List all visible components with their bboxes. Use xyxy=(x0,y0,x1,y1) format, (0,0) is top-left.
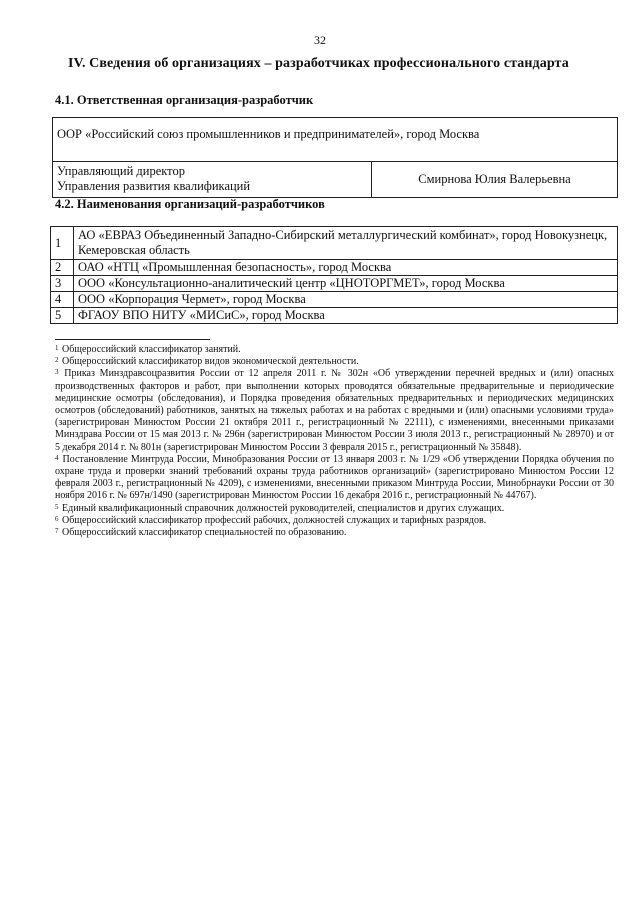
developer-name: ООО «Консультационно-аналитический центр «ЦНОТОРГМЕТ», город Москва xyxy=(74,276,618,292)
developer-number: 3 xyxy=(51,276,74,292)
responsible-signatory-row xyxy=(53,162,618,198)
footnote-marker: 5 xyxy=(55,502,59,511)
footnote-text: Общероссийский классификатор занятий. xyxy=(62,344,241,355)
footnote-text: Общероссийский классификатор видов экономической деятельности. xyxy=(62,356,359,368)
developer-number: 1 xyxy=(51,227,74,260)
footnote-marker: 2 xyxy=(55,356,59,365)
responsible-organization: ООР «Российский союз промышленников и предпринимателей», город Москва xyxy=(53,118,618,162)
footnote xyxy=(55,344,614,356)
footnote-marker: 6 xyxy=(55,514,59,523)
footnote-marker: 4 xyxy=(55,453,59,462)
position-line-2: Управления развития квалификаций xyxy=(57,179,251,193)
footnote-text: Общероссийский классификатор профессий рабочих, должностей служащих и тарифных разрядов. xyxy=(62,514,487,526)
developers-table xyxy=(50,226,618,324)
footnote-text: Приказ Минздравсоцразвития России от 12 апреля 2011 г. № 302н «Об утверждении перечней вредных и (или) опасных производственных факторов и работ, при выполнении которых проводятся обязательные предварительные и периодические медицинские осмотры (обследования), и Порядка проведения обязательных предварительных и периодических медицинских осмотров (обследований) работников, занятых на тяжелых работах и на работах с вредными и (или) опасными условиями труда» (зарегистрирован Минюстом России 21 октября 2011 г., регистрационный № 22111), с изменениями, внесенными приказами Минздрава России от 15 мая 2013 г. № 296н (зарегистрирован Минюстом России 3 июля 2013 г., регистрационный № 28970) и от 5 декабря 2014 г. № 801н (зарегистрирован Минюстом России 3 февраля 2015 г., регистрационный № 35848). xyxy=(55,368,615,453)
developer-row xyxy=(51,227,618,260)
developer-number: 2 xyxy=(51,260,74,276)
developer-name: ООО «Корпорация Чермет», город Москва xyxy=(74,292,618,308)
position-line-1: Управляющий директор xyxy=(57,164,185,178)
developer-name: АО «ЕВРАЗ Объединенный Западно-Сибирский металлургический комбинат», город Новокузнецк, Кемеровская область xyxy=(74,227,618,260)
developer-name: ОАО «НТЦ «Промышленная безопасность», город Москва xyxy=(74,260,618,276)
footnote-text: Единый квалификационный справочник должностей руководителей, специалистов и других служащих. xyxy=(62,502,505,514)
developer-number: 5 xyxy=(51,308,74,324)
developer-row xyxy=(51,292,618,308)
section-title: IV. Сведения об организациях – разработчиках профессионального стандарта xyxy=(68,56,569,71)
developer-row xyxy=(51,308,618,324)
footnote xyxy=(55,454,614,503)
developer-row xyxy=(51,276,618,292)
footnote xyxy=(55,527,614,539)
footnote xyxy=(55,515,614,527)
developer-number: 4 xyxy=(51,292,74,308)
responsible-position xyxy=(53,162,372,198)
footnote-separator xyxy=(55,339,210,340)
footnote xyxy=(55,503,614,515)
developers-heading: 4.2. Наименования организаций-разработчиков xyxy=(55,197,325,211)
page-number: 32 xyxy=(314,33,326,47)
footnote xyxy=(55,368,614,453)
responsible-table xyxy=(52,117,618,198)
responsible-heading: 4.1. Ответственная организация-разработчик xyxy=(55,93,314,107)
developer-row xyxy=(51,260,618,276)
footnote xyxy=(55,356,614,368)
footnote-marker: 7 xyxy=(55,527,59,536)
footnote-text: Постановление Минтруда России, Минобразования России от 13 января 2003 г. № 1/29 «Об утверждении Порядка обучения по охране труда и проверки знаний требований охраны труда работников организаций» (зарегистрировано Минюстом России 12 февраля 2003 г., регистрационный № 4209), с изменениями, внесенными приказом Минтруда России, Минобрнауки России от 30 ноября 2016 г. № 697н/1490 (зарегистрирован Минюстом России 16 декабря 2016 г., регистрационный № 44767). xyxy=(55,453,614,502)
footnote-text: Общероссийский классификатор специальностей по образованию. xyxy=(62,527,347,539)
responsible-org-row xyxy=(53,118,618,162)
developer-name: ФГАОУ ВПО НИТУ «МИСиС», город Москва xyxy=(74,308,618,324)
footnote-marker: 3 xyxy=(55,368,59,377)
footnote-marker: 1 xyxy=(55,344,59,352)
responsible-person: Смирнова Юлия Валерьевна xyxy=(372,162,618,198)
footnotes xyxy=(55,344,614,539)
